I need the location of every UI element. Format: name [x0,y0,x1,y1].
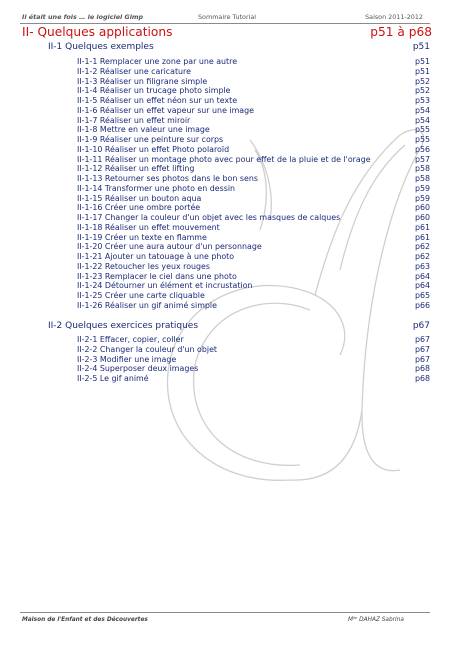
section-pages: p51 à p68 [370,25,432,39]
toc-entry-page: p63 [414,261,430,271]
toc-entry-label: II-1-16 Créer une ombre portée [77,203,201,213]
toc-entry-label: II-1-11 Réaliser un montage photo avec pour effet de la pluie et de l'orage [77,154,371,164]
toc-entry-label: II-1-10 Réaliser un effet Photo polaroïd [77,144,230,154]
toc-entry[interactable] [77,355,430,365]
toc-entry-page: p64 [414,271,430,281]
toc-heading-label: II-1 Quelques exemples [48,42,154,52]
header-rule [20,23,430,24]
toc-heading-page: p67 [412,321,430,331]
toc-entry-page: p61 [414,232,430,242]
toc-entry[interactable] [77,155,430,165]
toc-entry[interactable] [77,233,430,243]
toc-entry-label: II-1-19 Créer un texte en flamme [77,232,207,242]
toc-entry-label: II-1-26 Réaliser un gif animé simple [77,300,217,310]
toc-entry-label: II-1-9 Réaliser une peinture sur corps [77,135,224,144]
toc-entry[interactable] [77,203,430,213]
toc-entry-label: II-2-3 Modifier une image [77,354,177,364]
toc-entry[interactable] [77,345,430,355]
toc-entry-page: p58 [414,174,430,183]
toc-entry-label: II-1-23 Remplacer le ciel dans une photo [77,271,237,281]
toc-entry-page: p66 [414,300,430,310]
toc-entry-label: II-1-6 Réaliser un effet vapeur sur une image [77,105,255,115]
toc-entry-page: p68 [414,374,430,383]
toc-entry[interactable] [77,116,430,126]
toc-entry-label: II-1-21 Ajouter un tatouage à une photo [77,252,235,261]
toc-entry-label: II-1-17 Changer la couleur d'un objet avec les masques de calques [77,213,341,222]
toc-entry-label: II-1-18 Réaliser un effet mouvement [77,222,220,232]
toc-entry-label: II-1-12 Réaliser un effet lifting [77,164,195,174]
toc-entry-label: II-1-20 Créer une aura autour d'un personnage [77,242,262,252]
toc-entry[interactable] [77,364,430,374]
toc-entry-page: p58 [414,164,430,174]
header-right: Saison 2011-2012 [365,13,423,21]
toc-list-exercises [77,335,430,384]
toc-entry-label: II-1-13 Retourner ses photos dans le bon sens [77,174,258,183]
toc-entry-page: p62 [414,242,430,252]
toc-entry-page: p52 [414,86,430,96]
toc-entry[interactable] [77,374,430,384]
toc-entry[interactable] [77,174,430,184]
toc-entry-page: p59 [414,193,430,203]
toc-entry[interactable] [77,145,430,155]
toc-entry[interactable] [77,57,430,67]
toc-entry-label: II-1-25 Créer une carte cliquable [77,291,205,300]
toc-entry-page: p53 [414,96,430,105]
toc-entry[interactable] [77,272,430,282]
toc-entry[interactable] [77,281,430,291]
section-title: II- Quelques applications [22,25,173,39]
toc-entry-label: II-1-5 Réaliser un effet néon sur un texte [77,96,238,105]
footer-right: Mˡˡᵉ DAHAZ Sabrina [348,617,404,623]
toc-entry[interactable] [77,262,430,272]
toc-entry-page: p67 [414,354,430,364]
toc-entry-page: p64 [414,281,430,291]
toc-entry-label: II-1-1 Remplacer une zone par une autre [77,57,238,66]
toc-entry-page: p62 [414,252,430,261]
toc-heading-label: II-2 Quelques exercices pratiques [48,321,199,331]
toc-entry-label: II-2-2 Changer la couleur d'un objet [77,344,218,354]
toc-entry[interactable] [77,301,430,311]
toc-entry[interactable] [77,184,430,194]
toc-entry-page: p54 [414,105,430,115]
toc-entry-page: p67 [414,344,430,354]
toc-entry-label: II-1-7 Réaliser un effet miroir [77,115,191,125]
toc-entry[interactable] [77,223,430,233]
toc-entry-label: II-1-4 Réaliser un trucage photo simple [77,86,231,96]
header-center: Sommaire Tutorial [198,13,257,21]
toc-entry[interactable] [77,291,430,301]
toc-list-examples [77,57,430,311]
toc-entry-page: p65 [414,291,430,300]
toc-entry-label: II-1-2 Réaliser une caricature [77,66,191,76]
toc-entry-label: II-2-1 Effacer, copier, coller [77,335,184,344]
toc-entry-page: p54 [414,115,430,125]
toc-heading-examples[interactable] [48,41,430,54]
toc-entry-page: p59 [414,183,430,193]
toc-entry-page: p67 [414,335,430,344]
toc-entry-page: p51 [414,66,430,76]
toc-entry-page: p60 [414,213,430,222]
toc-entry-label: II-1-8 Mettre en valeur une image [77,125,210,135]
toc-entry-page: p55 [414,135,430,144]
toc-entry[interactable] [77,125,430,135]
toc-heading-exercises[interactable] [48,320,430,333]
toc-entry-page: p61 [414,222,430,232]
toc-entry[interactable] [77,194,430,204]
toc-entry[interactable] [77,86,430,96]
toc-entry-page: p68 [414,364,430,374]
toc-entry-page: p57 [414,154,430,164]
toc-entry-label: II-2-5 Le gif animé [77,374,149,383]
toc-entry[interactable] [77,106,430,116]
footer-rule [20,612,430,613]
toc-entry[interactable] [77,213,430,223]
toc-entry-label: II-1-22 Retoucher les yeux rouges [77,261,211,271]
toc-entry[interactable] [77,67,430,77]
toc-entry-label: II-1-3 Réaliser un filigrane simple [77,76,208,86]
toc-entry-page: p56 [414,144,430,154]
toc-entry-page: p51 [414,57,430,66]
toc-entry-page: p52 [414,76,430,86]
toc-entry[interactable] [77,252,430,262]
toc-entry-label: II-1-15 Réaliser un bouton aqua [77,193,202,203]
toc-heading-page: p51 [412,42,430,52]
toc-entry[interactable] [77,96,430,106]
toc-entry[interactable] [77,164,430,174]
section-heading [22,25,432,40]
toc-entry[interactable] [77,135,430,145]
toc-entry-label: II-2-4 Superposer deux images [77,364,199,374]
toc-entry[interactable] [77,77,430,87]
toc-entry-label: II-1-24 Détourner un élément et incrustation [77,281,253,291]
toc-entry[interactable] [77,335,430,345]
toc-entry[interactable] [77,242,430,252]
toc-entry-page: p60 [414,203,430,213]
toc-entry-page: p55 [414,125,430,135]
header-left: Il était une fois … le logiciel Gimp [22,13,144,21]
footer-left: Maison de l'Enfant et des Découvertes [22,617,148,623]
toc-entry-label: II-1-14 Transformer une photo en dessin [77,183,236,193]
